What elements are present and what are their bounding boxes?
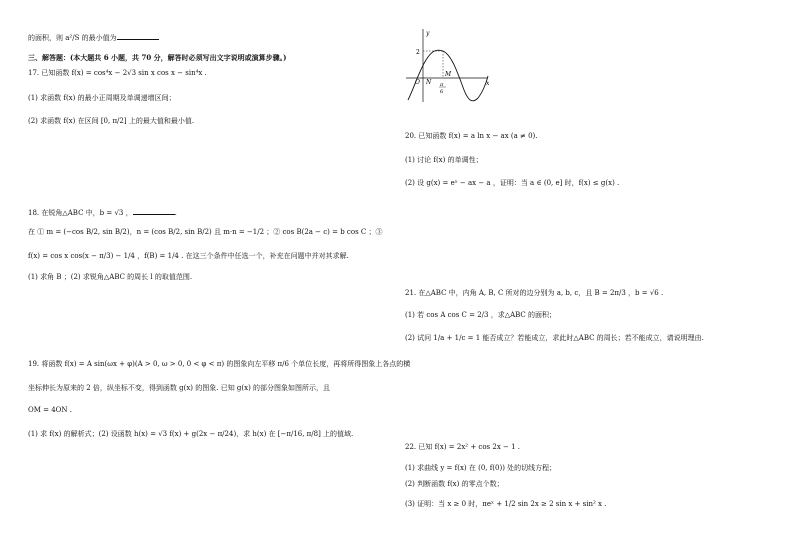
origin-label: O — [415, 79, 420, 86]
answer-blank — [133, 207, 175, 215]
q17-part1: (1) 求函数 f(x) 的最小正周期及单调递增区间； — [28, 94, 176, 102]
q20-part1: (1) 讨论 f(x) 的单调性； — [405, 156, 483, 164]
section-3-heading: 三、解答题：(本大题共 6 小题，共 70 分，解答时必须写出文字说明或演算步骤。) — [28, 53, 287, 62]
q22-part2: (2) 判断函数 f(x) 的零点个数； — [405, 480, 504, 488]
point-n-label: N — [426, 79, 432, 86]
q18-questions: (1) 求角 B ；(2) 求锐角△ABC 的周长 l 的取值范围. — [28, 273, 193, 281]
q16-tail — [28, 32, 159, 43]
x-tick-numerator: π — [440, 82, 444, 88]
q16-text: 的面积，则 a²/S 的最小值为 — [28, 34, 117, 42]
q19-vector-relation: OM = 4ON . — [28, 406, 72, 414]
q19-stem-cont: 坐标伸长为原来的 2 倍，纵坐标不变，得到函数 g(x) 的图象. 已知 g(x) 的部分图象如图所示，且 — [28, 384, 331, 392]
y-axis-label: y — [426, 30, 430, 37]
q21-stem: 21. 在△ABC 中，内角 A, B, C 所对的边分别为 a, b, c，且 B = 2π/3 ，b = √6 . — [405, 289, 664, 297]
x-tick-denominator: 6 — [440, 89, 444, 95]
q22-stem: 22. 已知 f(x) = 2x² + cos 2x − 1 . — [405, 443, 520, 451]
q20-part2: (2) 设 g(x) = eˣ − ax − a ，证明：当 a ∈ (0, e] 时，f(x) ≤ g(x) . — [405, 179, 620, 187]
q18-conditions: 在 ① m = (−cos B/2, sin B/2)，n = (cos B/2, sin B/2) 且 m·n = −1/2 ；② cos B(2a − c) = b cos C ；③ — [28, 228, 383, 236]
q18-conditions-cont: f(x) = cos x cos(x − π/3) − 1/4 ，f(B) = 1/4 . 在这三个条件中任选一个，补充在问题中并对其求解. — [28, 252, 349, 260]
q21-part2: (2) 试问 1/a + 1/c = 1 能否成立？若能成立，求此时△ABC 的周长；若不能成立，请说明理由. — [405, 334, 704, 342]
q21-part1: (1) 若 cos A cos C = 2/3 ，求△ABC 的面积； — [405, 311, 557, 319]
q19-questions: (1) 求 f(x) 的解析式；(2) 设函数 h(x) = √3 f(x) + g(2x − π/24)，求 h(x) 在 [−π/16, π/8] 上的值域. — [28, 430, 354, 438]
q22-part3: (3) 证明：当 x ≥ 0 时，πeˣ + 1/2 sin 2x ≥ 2 sin x + sin² x . — [405, 500, 607, 508]
q22-part1: (1) 求曲线 y = f(x) 在 (0, f(0)) 处的切线方程； — [405, 464, 557, 472]
q20-stem: 20. 已知函数 f(x) = a ln x − ax (a ≠ 0). — [405, 132, 538, 140]
q18-stem: 18. 在锐角△ABC 中，b = √3 ， . — [28, 209, 177, 217]
y-tick-2: 2 — [416, 49, 420, 56]
q17-stem: 17. 已知函数 f(x) = cos⁴x − 2√3 sin x cos x − sin⁴x . — [28, 69, 207, 77]
x-axis-label: x — [486, 80, 490, 87]
answer-blank — [117, 32, 159, 40]
q18-text: 18. 在锐角△ABC 中，b = √3 ， — [28, 209, 133, 217]
q17-part2: (2) 求函数 f(x) 在区间 [0, π/2] 上的最大值和最小值. — [28, 117, 195, 125]
point-m-label: M — [445, 71, 452, 78]
q19-stem: 19. 将函数 f(x) = A sin(ωx + φ)(A > 0, ω > 0, 0 < φ < π) 的图象向左平移 π/6 个单位长度，再将所得图象上各点的横 — [28, 360, 411, 368]
q19-function-graph — [402, 26, 492, 104]
